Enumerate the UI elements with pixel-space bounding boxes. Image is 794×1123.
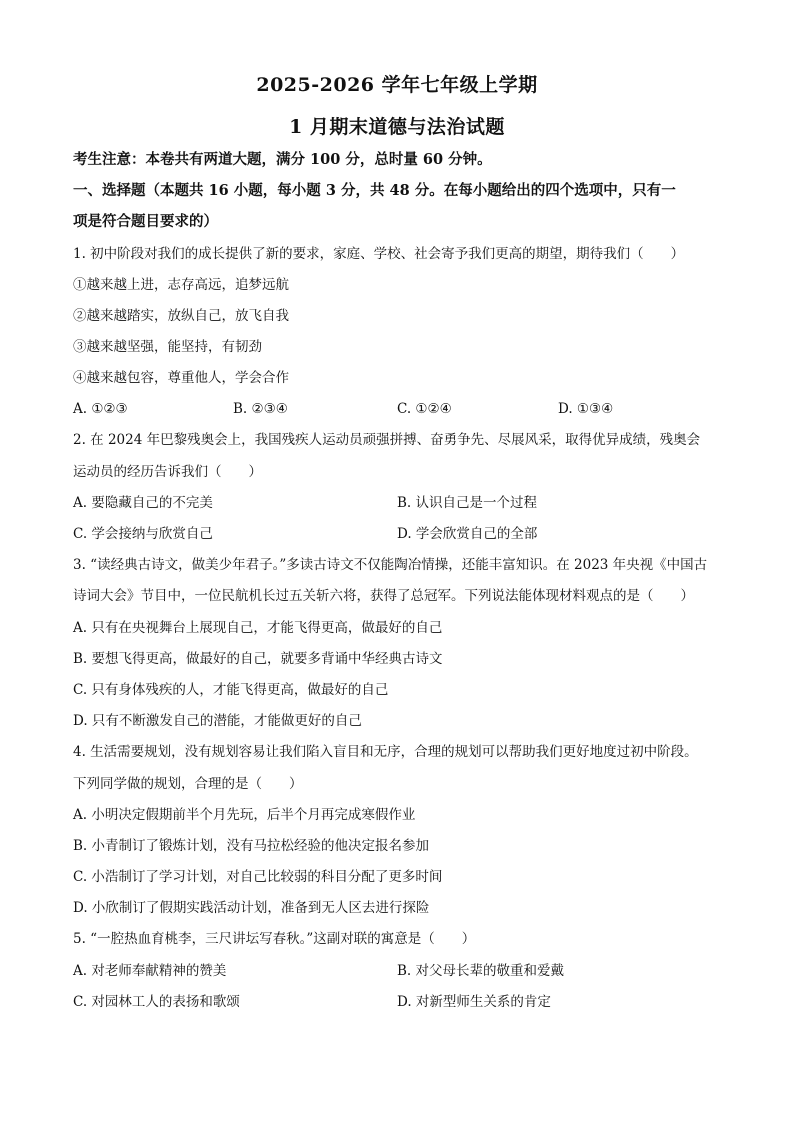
question-stem: 运动员的经历告诉我们（ ） — [73, 464, 262, 480]
section-heading-line1: 一、选择题（本题共 16 小题，每小题 3 分，共 48 分。在每小题给出的四个选项中，只有一 — [73, 182, 676, 199]
option-b: B. 要想飞得更高，做最好的自己，就要多背诵中华经典古诗文 — [73, 651, 443, 667]
question-stem: 诗词大会》节目中，一位民航机长过五关斩六将，获得了总冠军。下列说法能体现材料观点的是（ ） — [73, 588, 694, 604]
option-c: C. ①②④ — [397, 401, 452, 417]
option-c: C. 小浩制订了学习计划，对自己比较弱的科目分配了更多时间 — [73, 869, 443, 885]
option-d: D. 对新型师生关系的肯定 — [397, 994, 551, 1010]
option-d: D. 小欣制订了假期实践活动计划，准备到无人区去进行探险 — [73, 900, 430, 916]
option-a: A. 对老师奉献精神的赞美 — [73, 963, 227, 979]
question-stem: 3. “读经典古诗文，做美少年君子。”多读古诗文不仅能陶冶情操，还能丰富知识。在 2023 年央视《中国古 — [73, 557, 708, 573]
option-b: B. 认识自己是一个过程 — [397, 495, 538, 511]
question-statement: ④越来越包容，尊重他人，学会合作 — [73, 370, 289, 386]
exam-title-line1: 2025-2026 学年七年级上学期 — [256, 74, 538, 96]
exam-title-line2: 1 月期末道德与法治试题 — [289, 116, 505, 138]
question-statement: ②越来越踏实，放纵自己，放飞自我 — [73, 308, 289, 324]
question-stem: 2. 在 2024 年巴黎残奥会上，我国残疾人运动员顽强拼搏、奋勇争先、尽展风采，取得优异成绩，残奥会 — [73, 432, 701, 448]
option-a: A. ①②③ — [73, 401, 128, 417]
option-d: D. 学会欣赏自己的全部 — [397, 526, 538, 542]
option-b: B. 对父母长辈的敬重和爱戴 — [397, 963, 565, 979]
option-d: D. 只有不断激发自己的潜能，才能做更好的自己 — [73, 713, 362, 729]
exam-notice: 考生注意：本卷共有两道大题，满分 100 分，总时量 60 分钟。 — [73, 151, 492, 168]
option-d: D. ①③④ — [558, 401, 614, 417]
option-c: C. 学会接纳与欣赏自己 — [73, 526, 213, 542]
section-heading-line2: 项是符合题目要求的） — [73, 213, 218, 230]
option-c: C. 对园林工人的表扬和歌颂 — [73, 994, 240, 1010]
option-a: A. 只有在央视舞台上展现自己，才能飞得更高，做最好的自己 — [73, 620, 443, 636]
question-stem: 5. “一腔热血育桃李，三尺讲坛写春秋。”这副对联的寓意是（ ） — [73, 931, 476, 947]
question-statement: ③越来越坚强，能坚持，有韧劲 — [73, 339, 262, 355]
question-stem: 4. 生活需要规划，没有规划容易让我们陷入盲目和无序，合理的规划可以帮助我们更好地度过初中阶段。 — [73, 744, 698, 760]
question-stem: 下列同学做的规划，合理的是（ ） — [73, 776, 303, 792]
question-statement: ①越来越上进，志存高远，追梦远航 — [73, 277, 289, 293]
option-a: A. 小明决定假期前半个月先玩，后半个月再完成寒假作业 — [73, 807, 416, 823]
option-b: B. 小青制订了锻炼计划，没有马拉松经验的他决定报名参加 — [73, 838, 430, 854]
option-a: A. 要隐藏自己的不完美 — [73, 495, 213, 511]
option-b: B. ②③④ — [233, 401, 288, 417]
question-stem: 1. 初中阶段对我们的成长提供了新的要求，家庭、学校、社会寄予我们更高的期望，期待我们（ ） — [73, 246, 685, 262]
option-c: C. 只有身体残疾的人，才能飞得更高，做最好的自己 — [73, 682, 389, 698]
